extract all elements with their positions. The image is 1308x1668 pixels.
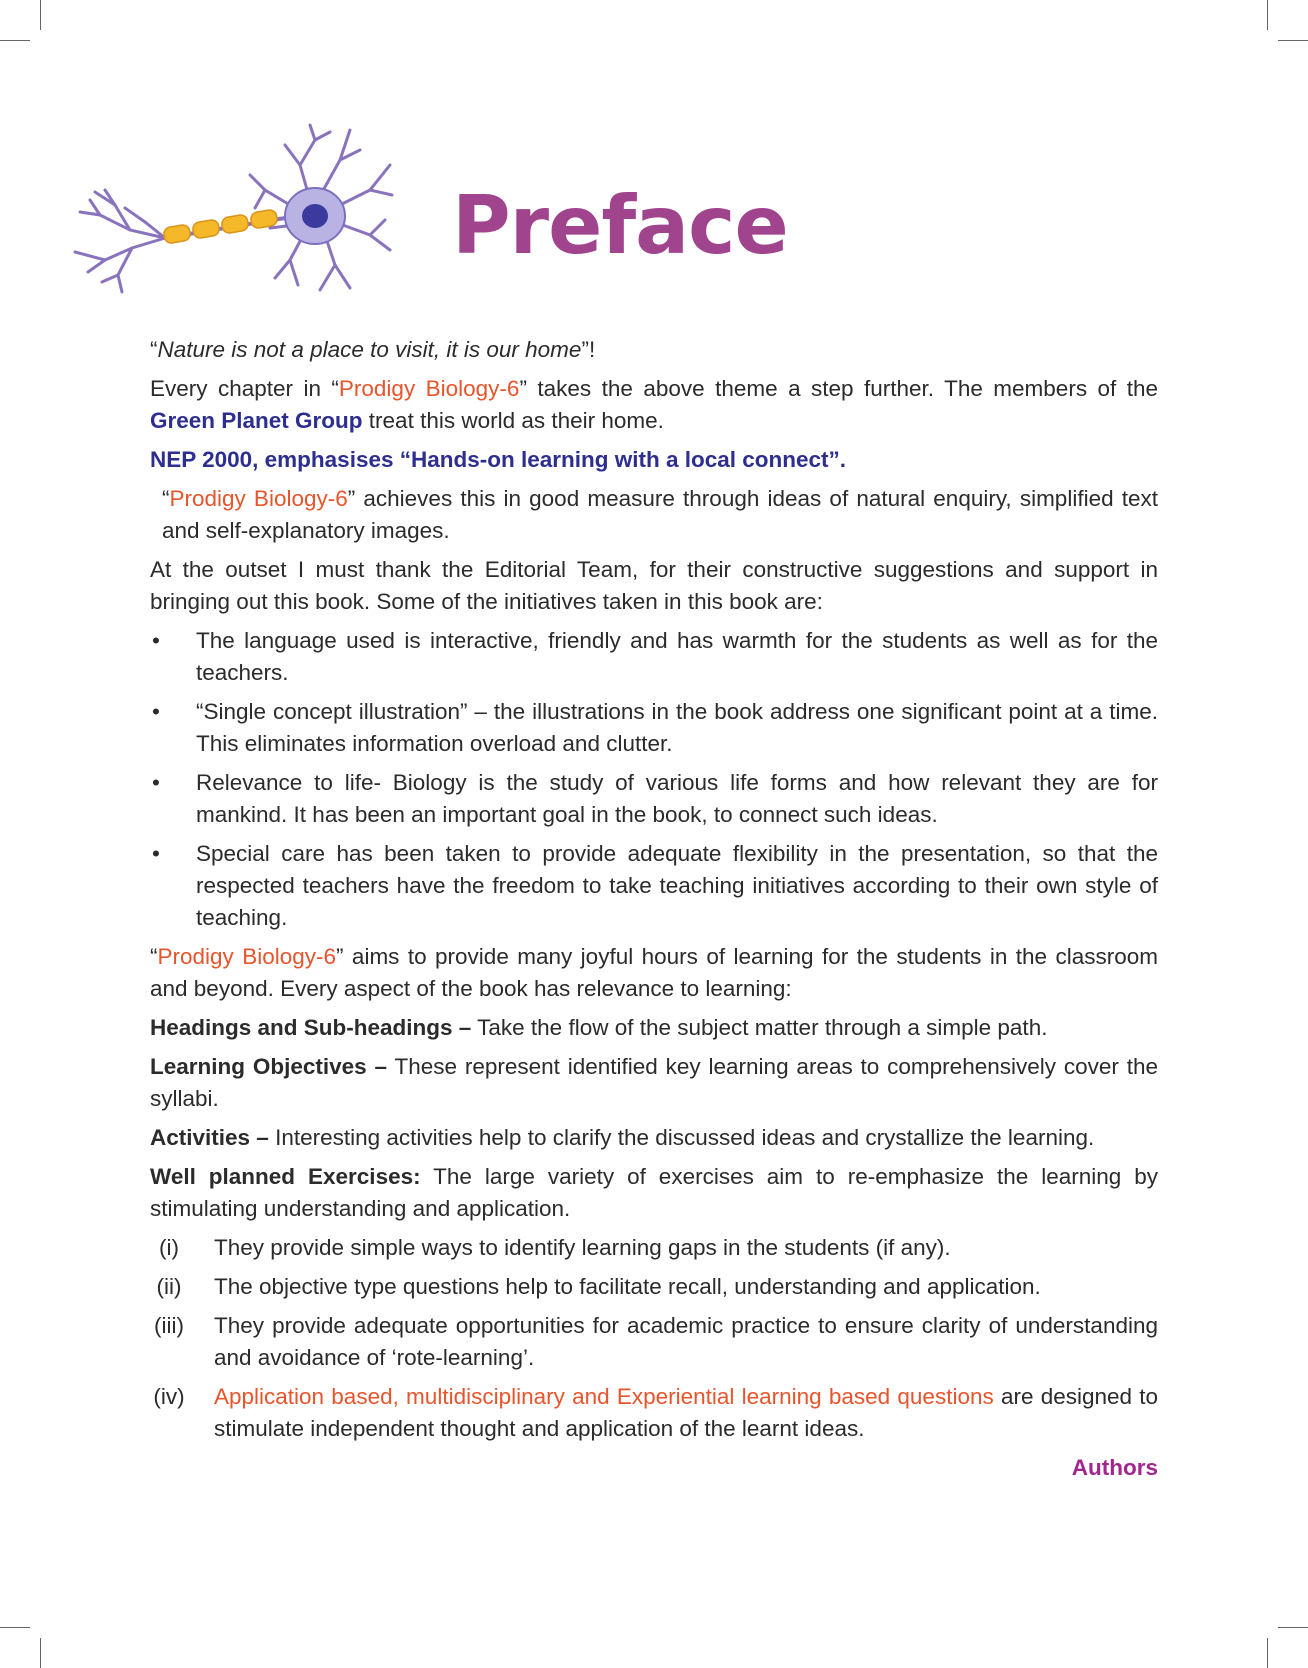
page-title: Preface	[452, 179, 788, 272]
theme-quote: “Nature is not a place to visit, it is our home”!	[150, 337, 596, 362]
feature-activities: Activities – Interesting activities help to clarify the discussed ideas and crystallize the learning.	[150, 1125, 1095, 1150]
list-item: (iii) They provide adequate opportunities for academic practice to ensure clarity of understanding and avoidance of ‘rote-learning’.	[154, 1313, 1158, 1370]
list-item: (iv) Application based, multidisciplinary and Experiential learning based questions are designed to stimulate independent thought and application of the learnt ideas.	[153, 1384, 1158, 1441]
feature-headings: Headings and Sub-headings – Take the flow of the subject matter through a simple path.	[150, 1015, 1048, 1040]
group-name: Green Planet Group	[150, 408, 363, 433]
crop-mark	[40, 0, 41, 30]
list-item: • Relevance to life- Biology is the study of various life forms and how relevant they are for mankind. It has been an important goal in the book, to connect such ideas.	[152, 770, 1158, 827]
neuron-illustration	[70, 120, 420, 305]
crop-mark	[1278, 1627, 1308, 1628]
crop-mark	[40, 1638, 41, 1668]
preface-body	[150, 334, 1158, 1484]
list-item: • “Single concept illustration” – the illustrations in the book address one significant point at a time. This eliminates information overload and clutter.	[152, 699, 1158, 756]
list-item: • Special care has been taken to provide adequate flexibility in the presentation, so that the respected teachers have the freedom to take teaching initiatives according to their own style of teaching.	[152, 841, 1158, 930]
list-item: (ii) The objective type questions help to facilitate recall, understanding and application.	[156, 1274, 1041, 1299]
crop-mark	[0, 40, 30, 41]
feature-exercises: Well planned Exercises: The large variety of exercises aim to re-emphasize the learning by stimulating understanding and application.	[150, 1164, 1158, 1221]
list-item: • The language used is interactive, friendly and has warmth for the students as well as for the teachers.	[152, 628, 1158, 685]
feature-objectives: Learning Objectives – These represent identified key learning areas to comprehensively cover the syllabi.	[150, 1054, 1158, 1111]
initiatives-list	[150, 625, 1158, 934]
thanks-paragraph: At the outset I must thank the Editorial Team, for their constructive suggestions and support in bringing out this book. Some of the initiatives taken in this book are:	[150, 557, 1158, 614]
crop-mark	[1267, 1638, 1268, 1668]
intro-paragraph: Every chapter in “Prodigy Biology-6” takes the above theme a step further. The members of the Green Planet Group treat this world as their home.	[150, 376, 1159, 433]
aims-paragraph: “Prodigy Biology-6” aims to provide many joyful hours of learning for the students in the classroom and beyond. Every aspect of the book has relevance to learning:	[150, 944, 1158, 1001]
book-title: Prodigy Biology-6	[338, 376, 520, 401]
crop-mark	[0, 1627, 30, 1628]
achievement-paragraph: “Prodigy Biology-6” achieves this in good measure through ideas of natural enquiry, simplified text and self-explanatory images.	[162, 486, 1159, 543]
authors-signature: Authors	[1071, 1455, 1158, 1480]
nep-heading: NEP 2000, emphasises “Hands-on learning with a local connect”.	[150, 447, 847, 472]
book-title: Prodigy Biology-6	[157, 944, 337, 969]
crop-mark	[1278, 40, 1308, 41]
book-title: Prodigy Biology-6	[169, 486, 348, 511]
exercises-list	[150, 1232, 1158, 1445]
list-item: (i) They provide simple ways to identify learning gaps in the students (if any).	[159, 1235, 951, 1260]
crop-mark	[1267, 0, 1268, 30]
